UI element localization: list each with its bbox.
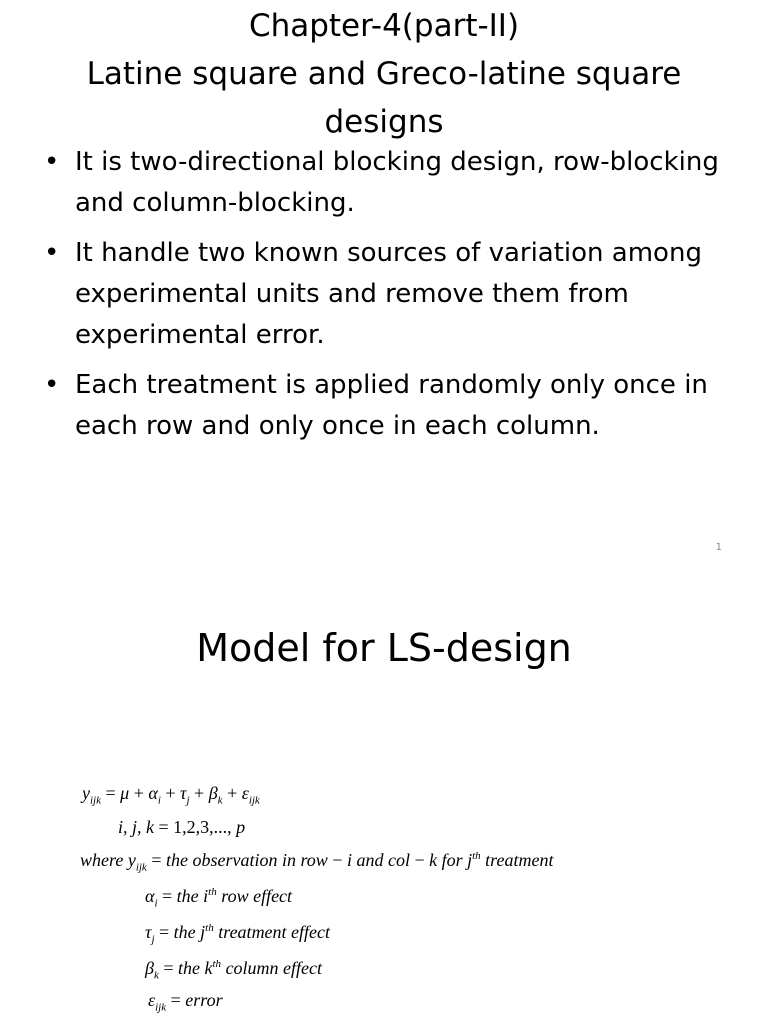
bullet-text: It handle two known sources of variation among experimental units and remove them from experimental error. (75, 238, 702, 350)
bullet-list (44, 142, 734, 456)
alpha-definition: $\alpha_i$ = the $i^{th}$ row effect (145, 886, 293, 910)
slide-title: Model for LS-design (196, 626, 572, 670)
bullet-item (44, 365, 734, 447)
bullet-icon: • (44, 147, 60, 177)
title-line: Chapter-4(part-II) (248, 8, 520, 44)
title-line: designs (324, 104, 444, 140)
title-line: Latine square and Greco-latine square (86, 56, 682, 92)
where-clause: where $y_{ijk}$ = the observation in row − i and col − k for $j^{th}$ treatment (80, 850, 554, 874)
slide-title (20, 2, 748, 146)
slide-number: 1 (715, 542, 722, 553)
bullet-text: Each treatment is applied randomly only once in each row and only once in each column. (75, 370, 708, 441)
slide-2 (0, 576, 768, 1024)
index-range: i, j, k = 1,2,3,..., p (118, 817, 246, 837)
model-equation: $y_{ijk} = \mu + \alpha_i + \tau_j + \beta_k + \varepsilon_{ijk}$ (82, 783, 260, 807)
bullet-item (44, 142, 734, 224)
tau-definition: $\tau_j$ = the $j^{th}$ treatment effect (145, 922, 331, 946)
epsilon-definition: $\varepsilon_{ijk}$ = error (148, 990, 223, 1014)
bullet-icon: • (44, 238, 60, 268)
bullet-text: It is two-directional blocking design, row-blocking and column-blocking. (75, 147, 719, 218)
bullet-item (44, 233, 734, 356)
beta-definition: $\beta_k$ = the $k^{th}$ column effect (145, 958, 323, 982)
bullet-icon: • (44, 370, 60, 400)
